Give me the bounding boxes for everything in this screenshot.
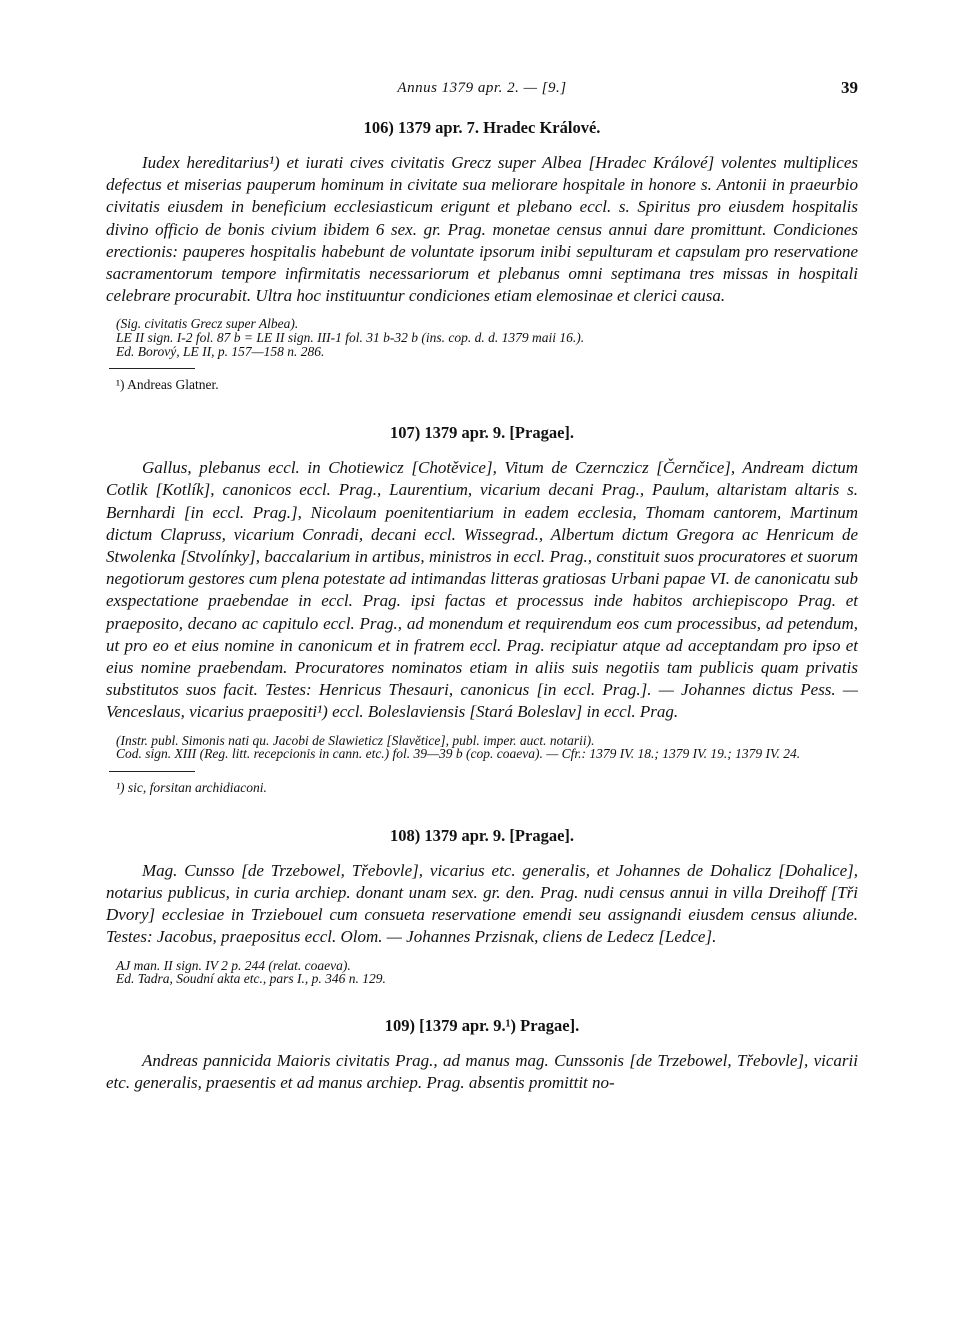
entry-108 <box>106 826 858 986</box>
entry-text: Mag. Cunsso [de Trzebowel, Třebovle], vicarius etc. generalis, et Johannes de Dohalicz [Dohalice], notarius publicus, in curia archiep. donant unam sex. gr. den. Prag. nudi census annui in villa Dreihoff [Tři Dvory] ecclesiae in Trziebouel cum consueta reservatione emendi seu assignandi eiusdem census aliunde. Testes: Jacobus, praepositus eccl. Olom. — Johannes Przisnak, cliens de Ledecz [Ledce]. <box>106 860 858 947</box>
entry-text: Gallus, plebanus eccl. in Chotiewicz [Chotěvice], Vitum de Czernczicz [Černčice], Andream dictum Cotlik [Kotlík], canonicos eccl. Prag., Laurentium, vicarium decani Prag., Paulum, altaristam altaris s. Bernhardi [in eccl. Prag.], Nicolaum poenitentiarium in eadem ecclesia, Thomam cantorem, Martinum dictum Clapruss, vicarium Conradi, decani eccl. Wissegrad., Albertum dictum Gregora ac Henricum de Stwolenka [Stvolínky], baccalarium in artibus, ministros in eccl. Prag., constituit suos procuratores et suorum negotiorum gestores cum plena potestate ad intimandas litteras gratiosas Urbani papae VI. de canonicatu sub exspectatione praebendae in eccl. Prag. ipsi factas et processus inde habitos archiepiscopo Prag. et praeposito, decano ac capitulo eccl. Prag., ad monendum et requirendum eos cum processibus, ad petendum, ut pro eo et eius nomine in canonicum et in fratrem eccl. Prag. recipiatur atque ad acceptandam pro ipso et eius nomine praebendam. Procuratores nominatos etiam in aliis suis negotiis tam publicis quam privatis substitutos suos facit. Testes: Henricus Thesauri, canonicus [in eccl. Prag.]. — Johannes dictus Pess. — Venceslaus, vicarius praepositi¹) eccl. Boleslaviensis [Stará Boleslav] in eccl. Prag. <box>106 458 858 722</box>
entry-heading: 109) [1379 apr. 9.¹) Pragae]. <box>384 1015 580 1035</box>
source-notes <box>106 317 858 358</box>
entry-heading: 107) 1379 apr. 9. [Pragae]. <box>389 423 575 443</box>
entry-text: Andreas pannicida Maioris civitatis Prag., ad manus mag. Cunssonis [de Trzebowel, Třebovle], vicarii etc. generalis, praesentis et ad manus archiep. Prag. absentis promittit no- <box>106 1050 858 1093</box>
running-head <box>106 78 858 102</box>
entry-text: Iudex hereditarius¹) et iurati cives civitatis Grecz super Albea [Hradec Králové] volentes multiplices defectus et miserias pauperum hominum in civitate sua meliorare hospitale in honore s. Antonii in praeurbio civitatis eiusdem in beneficium ecclesiasticum erigunt et plebano eccl. s. Spiritus pro eiusdem hospitalis divino officio de bonis civium ibidem 6 sex. gr. Prag. monetae census annui dare promittunt. Condiciones erectionis: pauperes hospitalis habebunt de voluntate ipsorum inibi sepulturam et capsulam pro reservatione sacramentorum tempore infirmitatis necessariorum et plebanus omni septimana tres missas in hospitali celebrare procurabit. Ultra hoc instituuntur condiciones etiam elemosinae et clerici causa. <box>106 153 858 306</box>
source-line: (Instr. publ. Simonis nati qu. Jacobi de Slawieticz [Slavětice], publ. imper. auct. notarii). <box>116 732 595 748</box>
document-page <box>106 78 858 1094</box>
entry-107 <box>106 423 858 796</box>
entry-109 <box>106 1016 858 1094</box>
source-line: AJ man. II sign. IV 2 p. 244 (relat. coaeva). <box>116 957 351 973</box>
page-number: 39 <box>841 78 858 97</box>
source-line: (Sig. civitatis Grecz super Albea). <box>116 316 299 332</box>
entry-heading: 106) 1379 apr. 7. Hradec Králové. <box>363 118 601 137</box>
source-line: Cod. sign. XIII (Reg. litt. recepcionis in cann. etc.) fol. 39—39 b (cop. coaeva). — Cfr.: 1379 IV. 18.; 1379 IV. 19.; 1379 IV. 24. <box>116 746 801 762</box>
source-line: Ed. Tadra, Soudní akta etc., pars I., p. 346 n. 129. <box>116 971 386 987</box>
source-line: Ed. Borový, LE II, p. 157—158 n. 286. <box>116 343 325 359</box>
source-line: LE II sign. I-2 fol. 87 b = LE II sign. III-1 fol. 31 b-32 b (ins. cop. d. d. 1379 maii 16.). <box>116 330 585 346</box>
footnote: ¹) sic, forsitan archidiaconi. <box>116 779 267 795</box>
footnote: ¹) Andreas Glatner. <box>116 377 219 393</box>
source-notes <box>106 959 858 986</box>
entry-heading: 108) 1379 apr. 9. [Pragae]. <box>389 825 575 845</box>
source-notes <box>106 734 858 761</box>
entry-106 <box>106 118 858 393</box>
running-title: Annus 1379 apr. 2. — [9.] <box>397 80 567 96</box>
